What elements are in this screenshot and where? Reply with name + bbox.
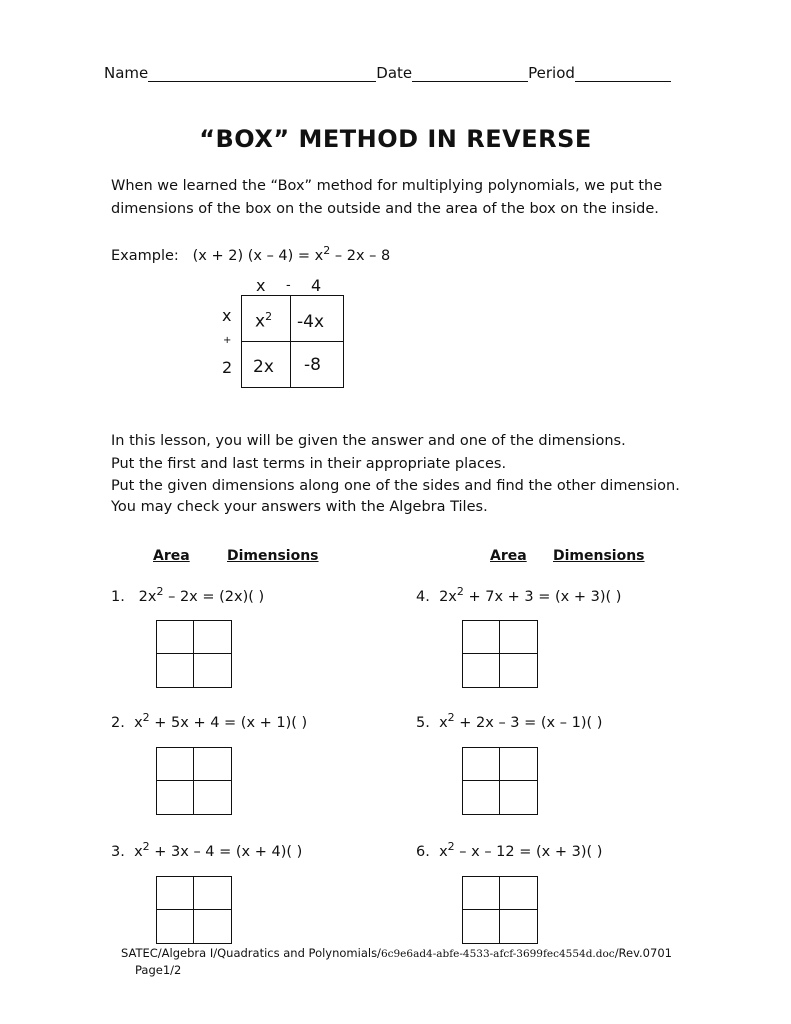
example-cell-bl: 2x	[253, 357, 274, 377]
example-cell-tl: $x^2$	[255, 310, 273, 332]
date-label: Date	[376, 64, 413, 82]
problem-2-box[interactable]	[156, 747, 232, 815]
name-label: Name	[104, 64, 149, 82]
problem-6-box[interactable]	[462, 876, 538, 944]
area-header-right: Area	[490, 548, 527, 564]
date-blank[interactable]	[412, 66, 528, 82]
intro-line-2: dimensions of the box on the outside and the area of the box on the inside.	[111, 201, 659, 217]
problem-3-box[interactable]	[156, 876, 232, 944]
instruction-1: In this lesson, you will be given the answer and one of the dimensions.	[111, 433, 626, 449]
problem-3: 3. $x^2 + 3x - 4 = (x + 4)$( )	[111, 840, 303, 860]
example-result: – 2x – 8	[330, 247, 391, 264]
example-side-dim-sign: +	[223, 335, 232, 346]
example-expr: (x + 2) (x – 4) = x	[192, 247, 324, 264]
problem-5-box[interactable]	[462, 747, 538, 815]
example-line	[111, 244, 390, 264]
problem-4: 4. $2x^2 + 7x + 3 = (x + 3)$( )	[416, 585, 622, 605]
example-top-dim-x: x	[256, 276, 266, 295]
instruction-3: Put the given dimensions along one of the sides and find the other dimension.	[111, 478, 680, 494]
problem-2: 2. $x^2 + 5x + 4 = (x + 1)$( )	[111, 711, 308, 731]
example-label: Example:	[111, 247, 179, 264]
intro-line-1: When we learned the “Box” method for multiplying polynomials, we put the	[111, 178, 663, 194]
instruction-4: You may check your answers with the Algebra Tiles.	[111, 499, 488, 515]
example-top-dim-4: 4	[311, 276, 322, 295]
footer-path: SATEC/Algebra I/Quadratics and Polynomials/6c9e6ad4-abfe-4533-afcf-3699fec4554d.doc/Rev.0701	[121, 946, 672, 960]
problem-1-box[interactable]	[156, 620, 232, 688]
example-side-dim-2: 2	[222, 358, 233, 377]
name-blank[interactable]	[148, 66, 376, 82]
instruction-2: Put the first and last terms in their appropriate places.	[111, 456, 507, 472]
area-header-left: Area	[153, 548, 190, 564]
dimensions-header-left: Dimensions	[227, 548, 319, 564]
period-label: Period	[528, 64, 575, 82]
example-box	[241, 295, 344, 388]
example-cell-tr: -4x	[297, 312, 325, 332]
header-fields	[104, 64, 671, 82]
example-side-dim-x: x	[222, 306, 232, 325]
problem-4-box[interactable]	[462, 620, 538, 688]
dimensions-header-right: Dimensions	[553, 548, 645, 564]
example-top-dim-sign: -	[286, 278, 291, 293]
footer-page-number: Page1/2	[135, 963, 182, 977]
problem-6: 6. $x^2 - x - 12 = (x + 3)$( )	[416, 840, 603, 860]
example-exponent: 2	[323, 244, 331, 257]
example-cell-br: -8	[304, 355, 321, 375]
period-blank[interactable]	[575, 66, 671, 82]
page-title: “BOX” METHOD IN REVERSE	[199, 125, 592, 153]
problem-5: 5. $x^2 + 2x - 3 = (x - 1)$( )	[416, 711, 603, 731]
problem-1: 1. $2x^2 - 2x = (2x)$( )	[111, 585, 265, 605]
